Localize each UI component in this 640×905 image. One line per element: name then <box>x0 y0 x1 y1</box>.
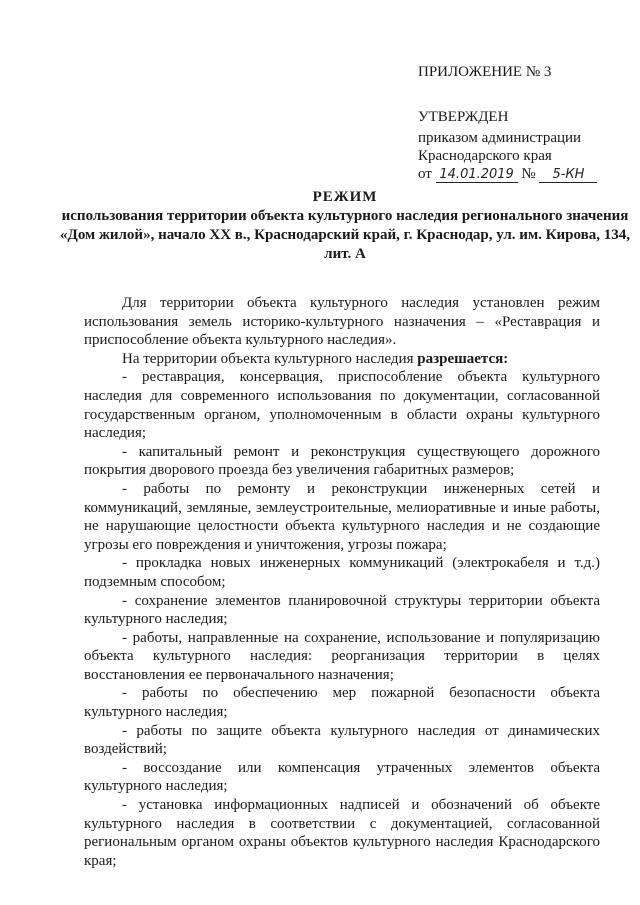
document-body <box>84 294 600 870</box>
list-item: - работы, направленные на сохранение, использование и популяризацию объекта культурного наследия: реорганизация территории в целях восстановления ее первоначального назначения; <box>84 629 600 683</box>
document-title: РЕЖИМ <box>312 189 378 205</box>
order-no-label: № <box>521 166 536 182</box>
document-subtitle: использования территории объекта культурного наследия регионального значения «Дом жилой», начало XX в., Краснодарский край, г. Краснодар, ул. им. Кирова, 134, лит. А <box>60 208 630 262</box>
list-item: - работы по защите объекта культурного наследия от динамических воздействий; <box>84 722 600 758</box>
list-item: - установка информационных надписей и обозначений об объекте культурного наследия в соответствии с документацией, согласованной региональным органом охраны объектов культурного наследия Краснодарского края; <box>84 797 600 869</box>
approval-block <box>418 108 597 183</box>
intro-paragraph: Для территории объекта культурного наследия установлен режим использования земель историко-культурного назначения – «Реставрация и приспособление объекта культурного наследия». <box>84 295 600 349</box>
order-from-label: от <box>418 166 432 182</box>
allowed-heading <box>84 350 600 369</box>
order-date-handwritten: 14.01.2019 <box>436 168 518 183</box>
allowed-prefix: На территории объекта культурного наследия <box>122 350 418 367</box>
order-reference <box>418 165 597 183</box>
order-number-handwritten: 5-КН <box>539 168 597 183</box>
list-item: - капитальный ремонт и реконструкция существующего дорожного покрытия дворового проезда без увеличения габаритных размеров; <box>84 443 600 479</box>
appendix-number: ПРИЛОЖЕНИЕ № 3 <box>418 64 552 80</box>
order-issuer-line1: приказом администрации <box>418 130 582 146</box>
list-item: - сохранение элементов планировочной структуры территории объекта культурного наследия; <box>84 592 600 628</box>
allowed-bold: разрешается: <box>417 350 509 367</box>
list-item: - воссоздание или компенсация утраченных элементов объекта культурного наследия; <box>84 759 600 795</box>
approved-label: УТВЕРЖДЕН <box>418 109 509 125</box>
list-item: - работы по ремонту и реконструкции инженерных сетей и коммуникаций, земляные, землеустроительные, мелиоративные и иные работы, не нарушающие целостности объекта культурного наследия и не создающие угрозы его повреждения и уничтожения, угрозы пожара; <box>84 480 600 553</box>
list-item: - работы по обеспечению мер пожарной безопасности объекта культурного наследия; <box>84 685 600 721</box>
list-item: - реставрация, консервация, приспособление объекта культурного наследия для современного использования по документации, согласованной государственным органом, уполномоченным в области охраны культурного наследия; <box>84 369 600 442</box>
order-issuer-line2: Краснодарского края <box>418 148 552 164</box>
list-item: - прокладка новых инженерных коммуникаций (электрокабеля и т.д.) подземным способом; <box>84 555 600 590</box>
